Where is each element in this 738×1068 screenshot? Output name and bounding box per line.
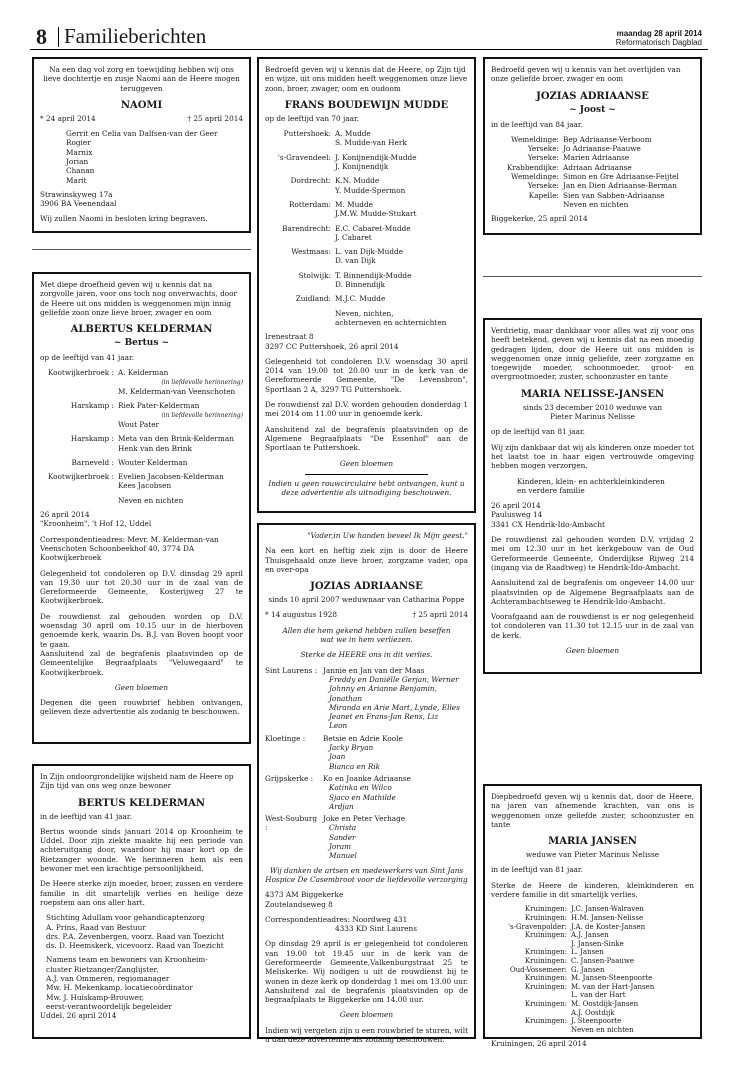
family-place: Yerseke: (527, 181, 559, 191)
family-place (491, 1026, 567, 1035)
burial-info: Aansluitend zal de begrafenis plaatsvinden op de Algemene Begraafplaats "De Essenhof" aan de Sportlaan te Puttershoek. (265, 424, 468, 453)
family-member: S. Mudde-van Herk (335, 138, 407, 148)
service-info: De rouwdienst zal D.V. worden gehouden donderdag 1 mei 2014 om 11.00 uur in genoemde kerk. (265, 400, 468, 419)
issue-date: maandag 28 april 2014 (616, 29, 702, 38)
deceased-name: MARIA JANSEN (548, 836, 637, 848)
correspondence: Correspondentieadres: Mevr. M. Kelderman-van Veenschoten Schoonbeekhof 40, 3774 DA Kootwijkerbroek (40, 534, 219, 563)
section-title: Familieberichten (64, 24, 207, 48)
family-member: C. Jansen-Paauwe (571, 956, 635, 965)
header-rule (30, 49, 708, 50)
signature-line: Mw. H. Mekenkamp, locatiecoördinator (46, 983, 193, 993)
notice-date: 26 april 2014 (40, 510, 90, 520)
family-place: Kruiningen: (524, 982, 567, 991)
life-dates (40, 114, 243, 123)
paper-name: Reformatorisch Dagblad (615, 38, 702, 47)
tribute-text: Bertus woonde sinds januari 2014 op Kroonheim te Uddel. Door zijn ziekte maakte hij een periode van achteruitgang door, waardoor hij maar kort op de Rietzanger woonde. We herinneren hem als een bewoner met een krachtige persoonlijkheid. (40, 826, 243, 874)
family-place: Grijpskerke : (265, 773, 314, 783)
no-flowers: Geen bloemen (339, 458, 394, 468)
no-flowers: Geen bloemen (565, 646, 620, 656)
deceased-name: NAOMI (120, 99, 163, 111)
family-member: A. Mudde (335, 129, 371, 139)
family-line: Kinderen, klein- en achterkleinkinderen (517, 476, 665, 486)
address-line: 3341 CX Hendrik-Ido-Ambacht (491, 519, 605, 529)
notice-frans-mudde (257, 57, 476, 513)
age-line: in de leeftijd van 81 jaar. (491, 865, 583, 875)
family-member: Y. Mudde-Spermon (335, 185, 406, 195)
deceased-name: JOZIAS ADRIAANSE (310, 581, 423, 593)
family-place: Kootwijkerbroek : (47, 368, 114, 378)
signature-line: Namens team en bewoners van Kroonheim- (46, 955, 208, 965)
family-place: Kloetinge : (265, 733, 306, 743)
family-group (265, 200, 468, 219)
place-date: Kruiningen, 26 april 2014 (491, 1039, 587, 1049)
notice-intro: In Zijn ondoorgrondelijke wijsheid nam de Heere op Zijn tijd van ons weg onze bewoner (40, 772, 234, 791)
signature-line: cluster Rietzanger/Zanglijster, (46, 964, 159, 974)
nickname: ~ Joost ~ (569, 104, 616, 115)
family-member: D. van Dijk (335, 256, 376, 266)
widower-line: sinds 10 april 2007 weduwnaar van Catharina Poppe (268, 595, 465, 605)
family-member: Ko en Joanke Adriaanse (323, 773, 411, 783)
family-group (265, 176, 468, 195)
family-place (491, 940, 567, 949)
family-member: L. van der Hart (571, 991, 626, 1000)
address-line: 3906 BA Veenendaal (40, 199, 117, 209)
address-line: 3297 CC Puttershoek, 26 april 2014 (265, 341, 399, 351)
age-line: op de leeftijd van 41 jaar. (40, 353, 134, 363)
family-member: M. Mudde (335, 199, 373, 209)
family-member: J.C. Jansen-Walraven (571, 905, 644, 914)
family-member: D. Binnendijk (335, 280, 386, 290)
family-member: Joan (329, 752, 346, 762)
family-member: J. Cabaret (335, 232, 372, 242)
family-place: Kruiningen: (524, 948, 567, 957)
notice-intro: Na een kort en heftig ziek zijn is door de Heere Thuisgehaald onze lieve broer, zorgzame vader, opa en over-opa (265, 546, 468, 574)
service-info: De rouwdienst zal gehouden worden op D.V. woensdag 30 april om 10.15 uur in de hierboven genoemde kerk, waarin Ds. B.J. van Boven hoopt voor te gaan. (40, 611, 243, 649)
gratitude-text: Wij zijn dankbaar dat wij als kinderen onze moeder tot het laatst toe in haar eigen vertrouwde omgeving hebben mogen verzorgen. (491, 442, 694, 471)
signature-line: A.J. van Ommeren, regiomanager (46, 974, 170, 984)
column-separator (32, 249, 251, 250)
family-member: Marien Adriaanse (563, 153, 630, 163)
family-group (265, 814, 468, 860)
family-place: Harskamp : (70, 401, 114, 411)
family-place: Dordrecht: (290, 176, 331, 186)
notice-naomi (32, 57, 251, 233)
family-place: Kruiningen: (524, 913, 567, 922)
family-place: Rotterdam: (289, 199, 331, 209)
notice-intro: Na een dag vol zorg en toewijding hebben wij ons lieve dochtertje en zusje Naomi aan de Heere mogen teruggeven (43, 65, 240, 93)
age-line: in de leeftijd van 41 jaar. (40, 811, 132, 821)
family-group (40, 472, 243, 491)
signature-line: Stichting Adullam voor gehandicaptenzorg (46, 913, 205, 923)
family-member: Miranda en Arie Mart, Lynde, Elles (329, 702, 460, 712)
family-place: Harskamp : (70, 434, 114, 444)
family-place: Kruiningen: (524, 999, 567, 1008)
family-member: L. Jansen (571, 948, 604, 957)
column-separator (483, 276, 702, 277)
family-group (40, 458, 243, 467)
family-group (40, 401, 243, 429)
family-member: Adriaan Adriaanse (563, 162, 632, 172)
family-member: Bianca en Rik (329, 761, 381, 771)
burial-info: Aansluitend zal de begrafenis om ongeveer 14.00 uur plaatsvinden op de Algemene Begraafplaats aan de Achterambachtseweg te Hendrik-Ido-Ambacht. (491, 578, 694, 606)
widow-line: Pieter Marinus Nelisse (550, 412, 635, 422)
family-place: Krabbendijke: (506, 162, 559, 172)
signature-line: A. Prins, Raad van Bestuur (46, 922, 146, 932)
family-place: Kruiningen: (524, 974, 567, 983)
family-group (265, 271, 468, 290)
condolence-info: Gelegenheid tot condoleren D.V. woensdag 30 april 2014 van 19.00 tot 20.00 uur in de kerk van de Gereformeerde Gemeente, "De Levensbron", Sportlaan 2 A, 3297 TG Puttershoek. (265, 356, 468, 394)
family-member: Neven, nichten, (335, 308, 394, 318)
family-group (265, 129, 468, 148)
family-member: Joram (329, 842, 352, 852)
family-member: Ardjan (329, 801, 354, 811)
family-member: M. Jansen-Steenpoorte (571, 974, 653, 983)
family-group (265, 247, 468, 266)
family-member: M. Oostdijk-Jansen (571, 999, 639, 1008)
death-date: † 25 april 2014 (412, 610, 468, 620)
family-place: Wemeldinge: (511, 134, 559, 144)
family-member: A.J. Jansen (571, 931, 609, 940)
deceased-name: ALBERTUS KELDERMAN (70, 324, 213, 336)
family-place: Westmaas: (291, 247, 331, 257)
notice-maria-nelisse-jansen (483, 318, 702, 674)
family-member: Sjaco en Mathilde (329, 792, 396, 802)
correspondence: Correspondentieadres: Noordweg 431 (265, 914, 408, 924)
family-member: Kees Jacobsen (118, 481, 172, 491)
memorial-note: (in liefdevolle herinnering) (161, 411, 243, 419)
family-member: J. Konijnendijk (335, 162, 389, 172)
family-place: West-Souburg : (265, 814, 317, 833)
family-member: Neven en nichten (571, 1025, 634, 1034)
family-member: Neven en nichten (563, 199, 629, 209)
signature-line: drs. P.A. Zevenbergen, voorz. Raad van Toezicht (46, 931, 225, 941)
family-line: en verdere familie (517, 485, 585, 495)
family-group (265, 153, 468, 172)
family-group (40, 496, 243, 505)
family-place: Barneveld : (71, 457, 114, 467)
family-member: A. Kelderman (118, 368, 169, 378)
age-line: in de leeftijd van 84 jaar. (491, 119, 583, 129)
family-place (491, 1009, 567, 1018)
place-date: Biggekerke, 25 april 2014 (491, 214, 588, 224)
deceased-name: JOZIAS ADRIAANSE (536, 90, 649, 102)
address-line: "Kroonheim", 't Hof 12, Uddel (40, 519, 152, 529)
family-member: Sien van Sabben-Adriaanse (563, 190, 665, 200)
service-info: De rouwdienst zal gehouden worden D.V. vrijdag 2 mei om 12.30 uur in het kerkgebouw van de Oud Gereformeerde Gemeente, Onderdijkse Rijweg 214 (ingang via de Raadtweg) te Hendrik-Ido-Ambacht. (491, 535, 694, 572)
family-member: Rogier (66, 138, 91, 148)
death-date: † 25 april 2014 (187, 113, 243, 123)
correspondence: 4333 KD Sint Laurens (335, 924, 417, 934)
family-member: Leon (329, 721, 348, 731)
family-place: Oud-Vossemeer: (509, 965, 567, 974)
wish-text: Sterke de Heere de kinderen, kleinkinderen en verdere familie in dit smartelijk verlies. (491, 880, 694, 900)
family-member: Johnny en Arianne Benjamin, Jonathan (329, 684, 437, 703)
no-flowers: Geen bloemen (114, 682, 169, 692)
family-member: Wouter Kelderman (118, 457, 188, 467)
family-member: M.J.C. Mudde (335, 294, 386, 304)
family-member: Katinka en Wilco (329, 783, 392, 793)
wish-text: De Heere sterke zijn moeder, broer, zussen en verdere familie in dit smartelijk verlies en heilige deze roepstem aan ons aller hart. (40, 879, 243, 907)
address-line: Irenestraat 8 (265, 332, 314, 342)
family-list (491, 135, 694, 209)
age-line: op de leeftijd van 81 jaar. (491, 427, 585, 437)
verse-line: Allen die hem gekend hebben zullen beseffen (282, 625, 451, 635)
family-member: J.A. de Koster-Jansen (571, 922, 646, 931)
family-place: Kootwijkerbroek : (47, 472, 114, 482)
widow-line: sinds 23 december 2010 weduwe van (522, 402, 663, 412)
header-divider (58, 27, 59, 47)
notice-intro: Met diepe droefheid geven wij u kennis dat na zorgvolle jaren, voor ons toch nog onverwachts, door de Heere uit ons midden is weggenomen mijn innig geliefde zoon onze lieve broer, zwager en oom (40, 280, 238, 317)
signature-line: ds. D. Heemskerk, vicevoorz. Raad van Toezicht (46, 941, 224, 951)
family-member: Bep Adriaanse-Verboom (563, 134, 652, 144)
family-member: Marit (66, 175, 87, 185)
notice-intro: Verdrietig, maar dankbaar voor alles wat zij voor ons heeft betekend, geven wij u kennis dat na een moedig gedragen lijden, door de Heere uit ons midden is weggenomen onze innig geliefde, zeer zorgzame en toegewijde moeder, schoonmoeder, groot- en overgrootmoeder, zuster, schoonzuster en tante (491, 326, 694, 382)
family-member: Riek Pater-Kelderman (118, 401, 200, 411)
family-group (265, 666, 468, 731)
nickname: ~ Bertus ~ (113, 338, 170, 349)
family-place: Puttershoek: (283, 129, 331, 139)
deceased-name: MARIA NELISSE-JANSEN (520, 388, 665, 400)
birth-date: * 24 april 2014 (40, 113, 96, 123)
family-list (40, 129, 243, 185)
condolence-info: Op dinsdag 29 april is er gelegenheid tot condoleren van 19.00 tot 19.45 uur in de kerk van de Gereformeerde Gemeente,Valkenburgstraat 25 te Meliskerke. Wij nodigen u uit de rouwdienst bij te wonen in deze kerk op donderdag 1 mei om 13.00 uur. Aansluitend zal de begrafenis plaatsvinden op de begraafplaats te Biggekerke om 14.00 uur. (265, 939, 468, 1005)
family-member: Jorian (66, 157, 89, 167)
family-member: T. Binnendijk-Mudde (335, 270, 412, 280)
address-line: Paulusweg 14 (491, 510, 543, 520)
family-member: Wout Pater (118, 419, 160, 429)
family-place: 's-Gravenpolder: (508, 922, 567, 931)
notice-jozias-adriaanse (257, 523, 476, 1045)
family-member: Meta van den Brink-Kelderman (118, 434, 234, 444)
family-member: K.N. Mudde (335, 176, 380, 186)
family-member: A.J. Oostdijk (571, 1008, 615, 1017)
birth-date: * 14 augustus 1928 (265, 610, 338, 620)
notice-intro: Bedroefd geven wij u kennis van het overlijden van onze geliefde broer, zwager en oom (491, 65, 681, 84)
family-member: Gerrit en Celia van Dalfsen-van der Geer (66, 129, 218, 139)
thanks-text: Wij danken de artsen en medewerkers van Sint Jans Hospice De Casembroot voor de liefdevolle verzorging (265, 865, 468, 884)
family-member: J.M.W. Mudde-Stukart (335, 209, 417, 219)
family-member: H.M. Jansen-Nelisse (571, 913, 644, 922)
family-member: J. Jansen-Sinke (571, 939, 624, 948)
family-place: Kruiningen: (524, 905, 567, 914)
family-member: E.C. Cabaret-Mudde (335, 223, 411, 233)
family-list (491, 905, 694, 1034)
condolence-info: Voorafgaand aan de rouwdienst is er nog gelegenheid tot condoleren van 11.30 tot 12.15 uur in de zaal van de kerk. (491, 612, 694, 640)
family-member: Sander (329, 832, 356, 842)
family-place (40, 496, 114, 505)
family-place: Barendrecht: (282, 223, 331, 233)
family-place: Yerseke: (527, 153, 559, 163)
family-place: Wemeldinge: (511, 172, 559, 182)
family-place (491, 200, 559, 209)
family-member: Betsie en Adrie Koole (323, 733, 403, 743)
family-member: G. Jansen (571, 965, 605, 974)
family-place: Yerseke: (527, 144, 559, 154)
family-place: Stolwijk: (298, 270, 331, 280)
family-group (40, 368, 243, 396)
family-member: L. van Dijk-Mudde (335, 247, 404, 257)
family-place (265, 309, 331, 328)
family-place: Kruiningen: (524, 956, 567, 965)
bible-quote: "Vader,in Uw handen beveel Ik Mijn geest." (307, 531, 468, 540)
family-group (265, 294, 468, 303)
family-place: Zuidland: (295, 294, 331, 304)
deceased-name: BERTUS KELDERMAN (78, 797, 205, 809)
family-member: Jan en Dien Adriaanse-Berman (563, 181, 677, 191)
notice-jozias-joost (483, 57, 702, 235)
closing-text: Wij zullen Naomi in besloten kring begraven. (40, 213, 208, 223)
divider (305, 474, 428, 475)
invitation-note: Indien u geen rouwcirculaire hebt ontvangen, kunt u deze advertentie als uitnodiging beschouwen. (268, 478, 465, 498)
family-place: Kruiningen: (524, 1017, 567, 1026)
family-place (491, 991, 567, 1000)
family-member: Christa (329, 823, 357, 833)
family-member: Jannie en Jan van der Maas (323, 665, 425, 675)
family-member: Simon en Gre Adriaanse-Feijtel (563, 172, 679, 182)
notice-albertus-kelderman (32, 272, 251, 744)
notice-intro: Diepbedroefd geven wij u kennis dat, door de Heere, na jaren van afnemende krachten, van ons is weggenomen onze geliefde zuster, schoonzuster en tante (491, 792, 694, 829)
family-member: M. van der Hart-Jansen (571, 982, 655, 991)
closing-text: Degenen die geen rouwbrief hebben ontvangen, gelieven deze advertentie als zodanig te beschouwen. (40, 698, 243, 717)
family-member: Jacky Bryan (329, 743, 374, 753)
page-number: 8 (36, 24, 47, 49)
family-member: J. Steenpoorte (571, 1017, 622, 1026)
family-group (265, 309, 468, 328)
family-member: Jo Adriaanse-Paauwe (563, 144, 641, 154)
signature-line: Mw. J. Huiskamp-Brouwer, (46, 992, 144, 1002)
life-dates (265, 610, 468, 619)
family-place: 's-Gravendeel: (277, 152, 331, 162)
family-member: achterneven en achternichten (335, 317, 447, 327)
family-member: Freddy en Daniëlle Gerjan, Werner (329, 674, 459, 684)
family-member: Manuel (329, 851, 357, 861)
family-member: Henk van den Brink (118, 443, 192, 453)
no-flowers: Geen bloemen (339, 1010, 394, 1020)
address-line: Strawinskyweg 17a (40, 189, 113, 199)
deceased-name: FRANS BOUDEWIJN MUDDE (284, 99, 449, 111)
family-group (265, 774, 468, 811)
place-date: Uddel, 26 april 2014 (40, 1011, 117, 1021)
notice-intro: Bedroefd geven wij u kennis dat de Heere, op Zijn tijd en wijze, uit ons midden heeft weggenomen onze lieve zoon, broer, zwager, oom en oudoom (265, 65, 468, 93)
family-member: J. Konijnendijk-Mudde (335, 152, 417, 162)
verse-line: Sterke de HEERE ons in dit verlies. (300, 650, 433, 660)
notice-maria-jansen (483, 784, 702, 1049)
family-member: M. Kelderman-van Veenschoten (118, 387, 236, 397)
family-group (40, 434, 243, 453)
burial-info: Aansluitend zal de begrafenis plaatsvinden op de Gemeentelijke Begraafplaats "Veluwegaard" te Kootwijkerbroek. (40, 648, 243, 677)
family-member: Chanan (66, 166, 95, 176)
notice-date: 26 april 2014 (491, 501, 541, 511)
family-place: Sint Laurens : (265, 665, 318, 675)
condolence-info: Gelegenheid tot condoleren op D.V. dinsdag 29 april van 19.30 uur tot 20.30 uur in de zaal van de Gereformeerde Gemeente, Kosterijweg 27 te Kootwijkerbroek. (40, 568, 243, 606)
organisation-signatures (40, 913, 243, 1011)
address-line: 4373 AM Biggekerke (265, 890, 344, 900)
age-line: op de leeftijd van 70 jaar. (265, 113, 359, 123)
family-group (265, 224, 468, 243)
address-line: Zoutelandseweg 8 (265, 899, 333, 909)
family-place: Kruiningen: (524, 931, 567, 940)
family-place: Kapelle: (528, 190, 559, 200)
family-member: Neven en nichten (118, 495, 184, 505)
verse-line: wat we in hem verliezen. (320, 635, 413, 645)
family-member: Joke en Peter Verhage (323, 814, 406, 824)
family-member: Evelien Jacobsen-Kelderman (118, 472, 224, 482)
signature-line: eerst-verantwoordelijk begeleider (46, 1001, 172, 1011)
widow-line: weduwe van Pieter Marinus Nelisse (525, 850, 660, 860)
family-group (265, 734, 468, 771)
memorial-note: (in liefdevolle herinnering) (161, 378, 243, 386)
family-member: Jeanet en Frans-Jan Rens, Liz (329, 712, 439, 722)
notice-bertus-kelderman (32, 764, 251, 1039)
family-member: Marnix (66, 147, 93, 157)
closing-text: Indien wij vergeten zijn u een rouwbrief te sturen, wilt u dan deze advertentie als zodanig beschouwen. (265, 1025, 469, 1045)
